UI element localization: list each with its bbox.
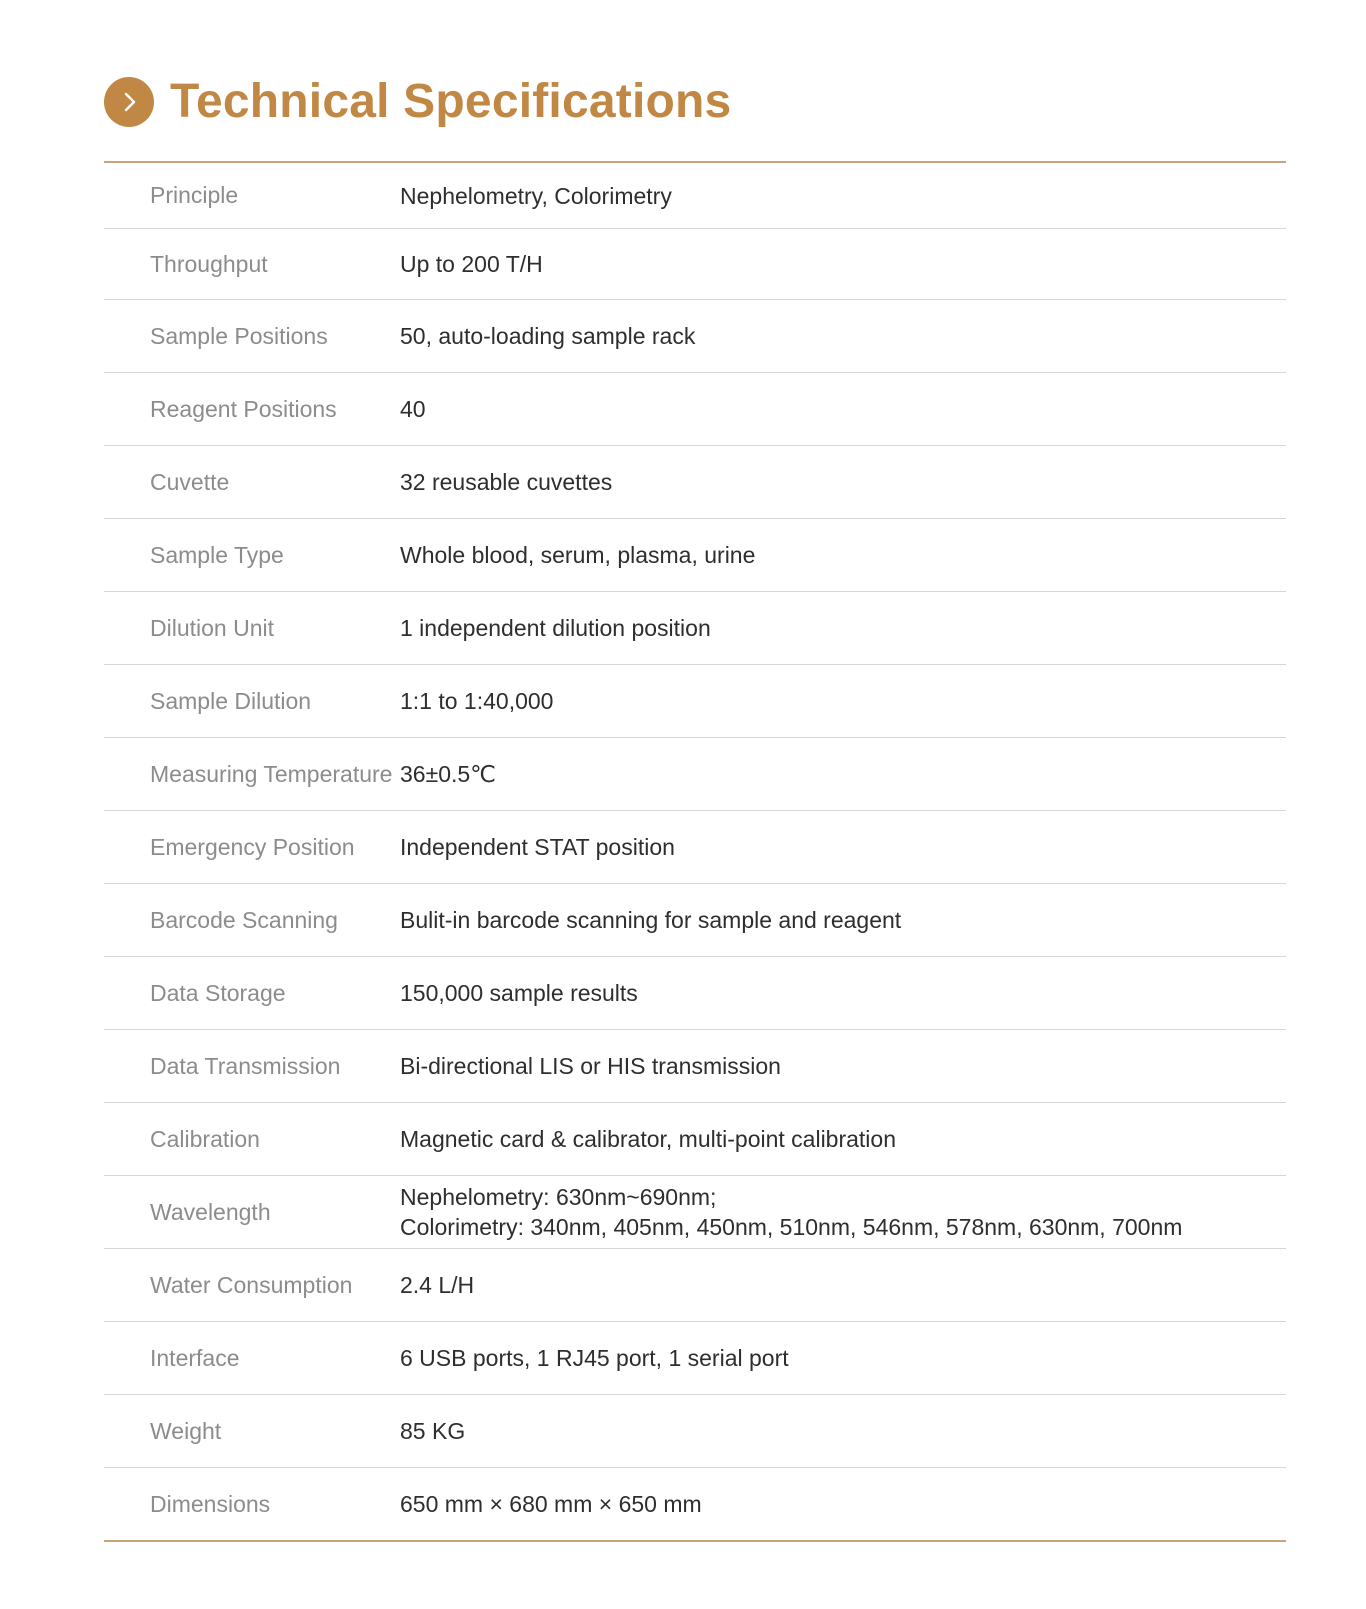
table-row (104, 738, 1286, 811)
spec-label: Sample Type (150, 541, 284, 568)
table-row (104, 1176, 1286, 1249)
spec-table (104, 161, 1286, 1542)
spec-value: Independent STAT position (400, 834, 675, 860)
spec-label: Wavelength (150, 1198, 271, 1225)
table-row (104, 884, 1286, 957)
table-row (104, 1030, 1286, 1103)
table-row (104, 446, 1286, 519)
spec-value: 6 USB ports, 1 RJ45 port, 1 serial port (400, 1345, 789, 1371)
spec-value: Magnetic card & calibrator, multi-point calibration (400, 1126, 897, 1152)
section-header (104, 70, 731, 134)
spec-label: Data Storage (150, 979, 286, 1006)
table-row (104, 300, 1286, 373)
spec-label: Calibration (150, 1125, 260, 1152)
spec-value: 50, auto-loading sample rack (400, 323, 696, 349)
spec-label: Barcode Scanning (150, 906, 338, 933)
spec-label: Dimensions (150, 1490, 271, 1517)
table-row (104, 229, 1286, 300)
spec-value: 150,000 sample results (400, 980, 638, 1006)
spec-label: Cuvette (150, 468, 230, 495)
spec-value: Whole blood, serum, plasma, urine (400, 542, 756, 568)
table-row (104, 1395, 1286, 1468)
spec-value: 1 independent dilution position (400, 615, 711, 641)
spec-value: 32 reusable cuvettes (400, 469, 613, 495)
table-row (104, 519, 1286, 592)
table-row (104, 163, 1286, 229)
spec-value: 1:1 to 1:40,000 (400, 688, 554, 714)
spec-label: Measuring Temperature (150, 760, 393, 787)
spec-value: Bulit-in barcode scanning for sample and reagent (400, 907, 902, 933)
spec-label: Weight (150, 1417, 222, 1444)
spec-label: Principle (150, 182, 239, 208)
table-row (104, 1103, 1286, 1176)
spec-value: Nephelometry, Colorimetry (400, 182, 672, 209)
table-row (104, 957, 1286, 1030)
table-row (104, 811, 1286, 884)
spec-label: Sample Positions (150, 322, 328, 349)
spec-value: 2.4 L/H (400, 1272, 475, 1298)
spec-label: Interface (150, 1344, 240, 1371)
spec-label: Emergency Position (150, 833, 355, 860)
spec-value-line: Colorimetry: 340nm, 405nm, 450nm, 510nm, 546nm, 578nm, 630nm, 700nm (400, 1214, 1183, 1240)
spec-label: Water Consumption (150, 1271, 353, 1298)
spec-value: 40 (400, 396, 426, 422)
table-row (104, 592, 1286, 665)
page-title: Technical Specifications (170, 75, 732, 128)
spec-value: Bi-directional LIS or HIS transmission (400, 1053, 781, 1079)
spec-value-multiline (400, 1182, 1286, 1242)
table-row (104, 665, 1286, 738)
table-row (104, 1249, 1286, 1322)
spec-value: Up to 200 T/H (400, 251, 543, 277)
spec-label: Dilution Unit (150, 614, 274, 641)
spec-value: 85 KG (400, 1418, 466, 1444)
spec-value: 36±0.5℃ (400, 761, 497, 787)
table-row (104, 1322, 1286, 1395)
table-row (104, 1468, 1286, 1540)
spec-value: 650 mm × 680 mm × 650 mm (400, 1491, 702, 1517)
chevron-right-icon (104, 77, 154, 127)
spec-label: Throughput (150, 250, 268, 277)
spec-label: Sample Dilution (150, 687, 312, 714)
spec-label: Data Transmission (150, 1052, 341, 1079)
spec-label: Reagent Positions (150, 395, 337, 422)
table-row (104, 373, 1286, 446)
spec-value-line: Nephelometry: 630nm~690nm; (400, 1184, 717, 1210)
